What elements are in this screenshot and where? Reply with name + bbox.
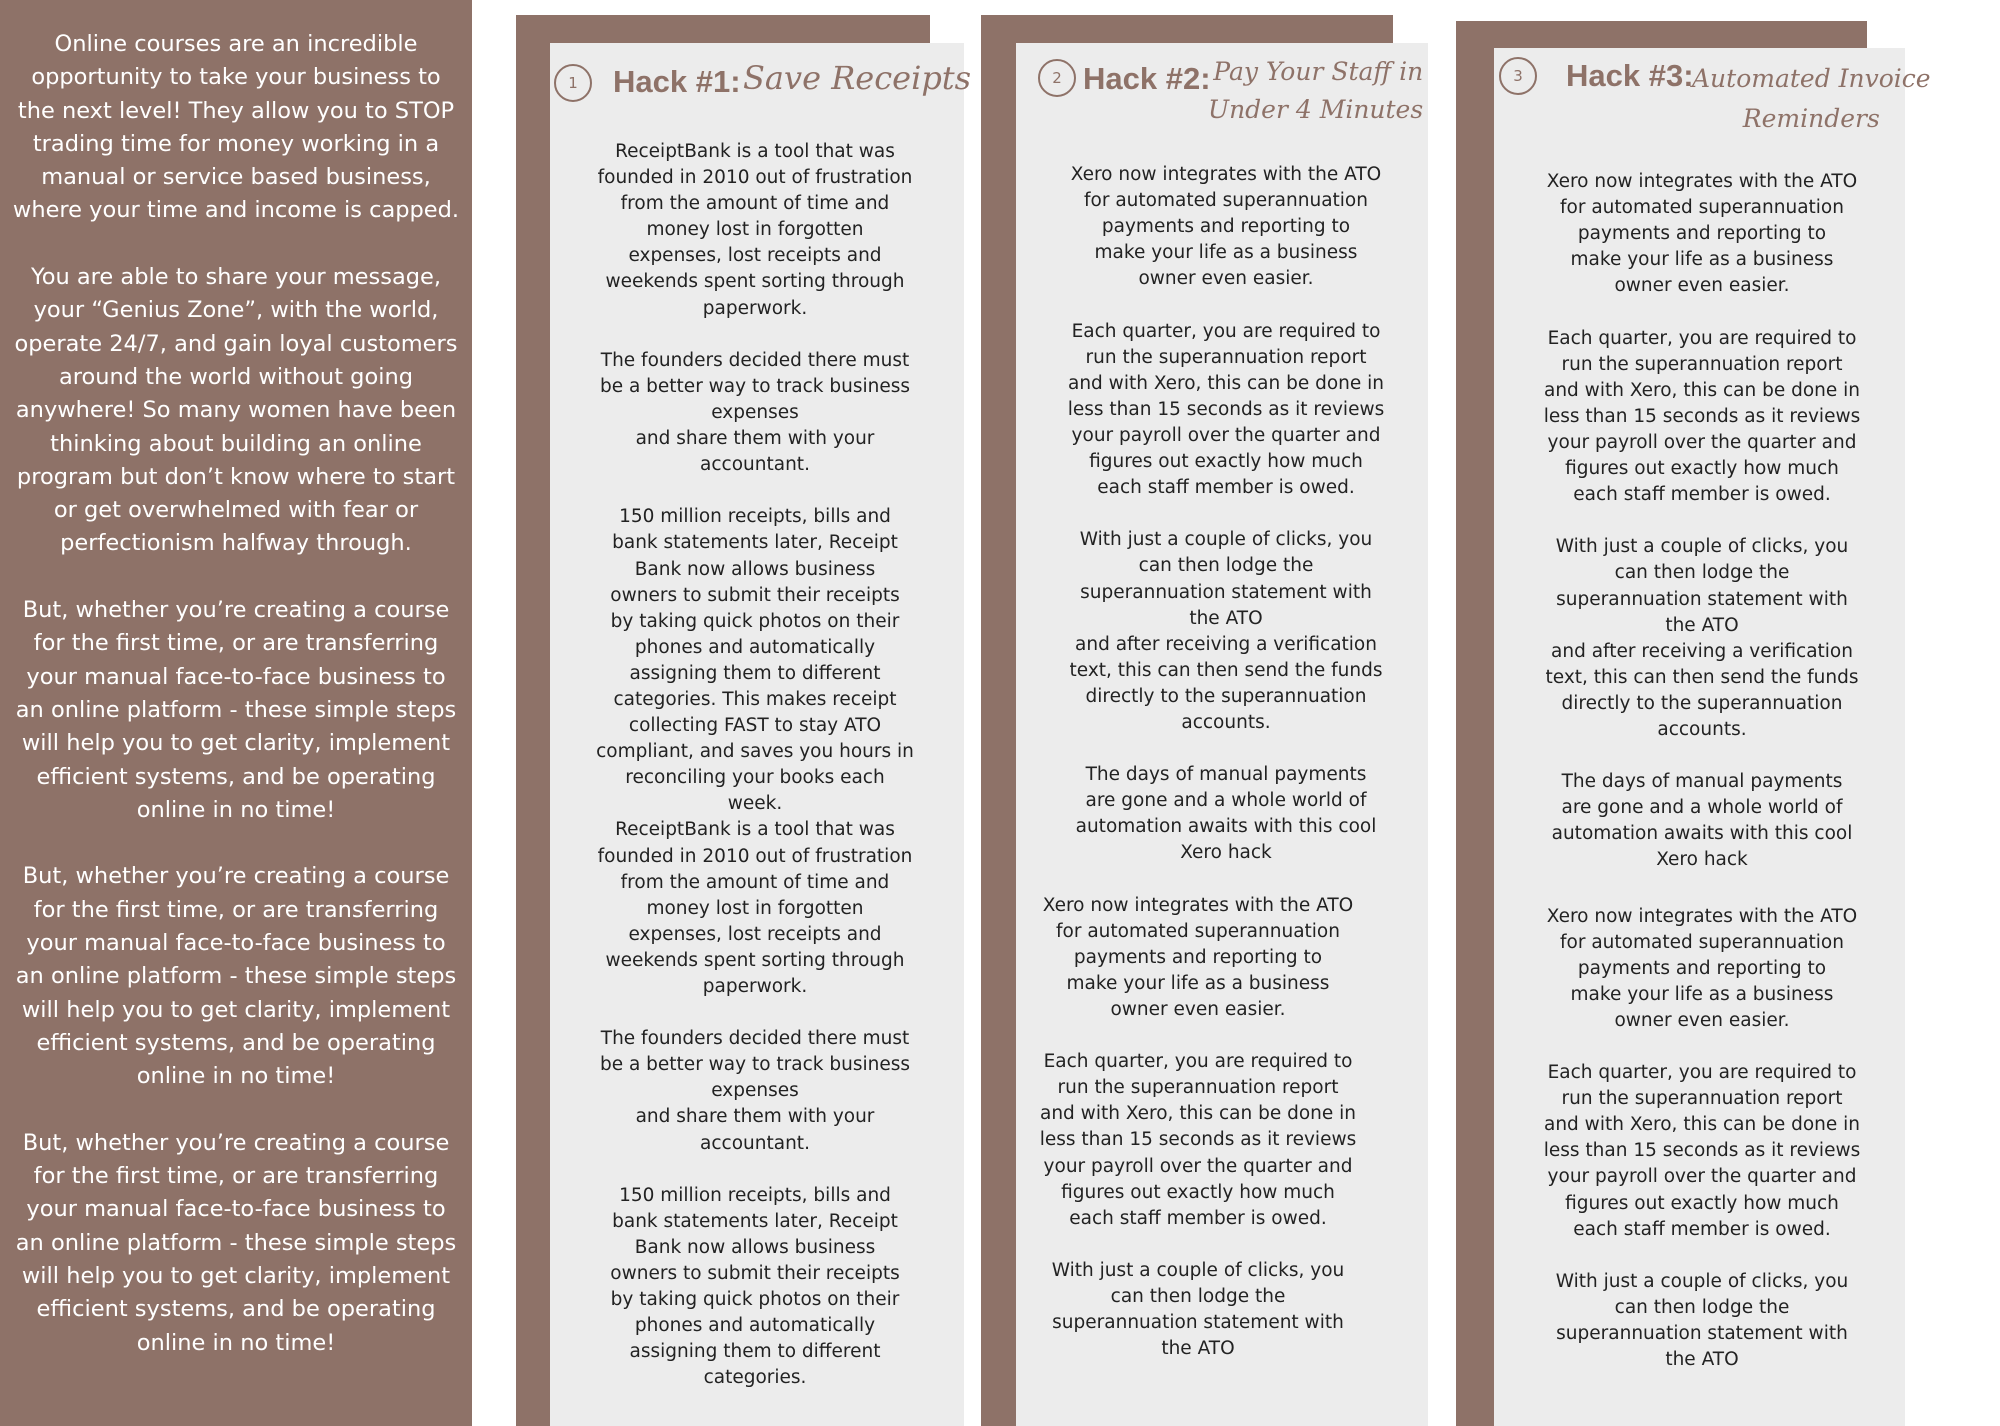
hack-3-paragraph: Xero now integrates with the ATO for automated superannuation payments and reporting to make your life as a business owner even easier. (1546, 171, 1858, 297)
hack-1-paragraph: The founders decided there must be a better way to track business expenses and share them with your accountant. (599, 349, 911, 476)
hack-3-number-badge: 3 (1499, 57, 1537, 95)
hack-1-paragraph: 150 million receipts, bills and bank statements later, Receipt Bank now allows business owners to submit their receipts by taking quick photos on their phones and automatically assigning them to different categories. This makes receipt collecting FAST to stay ATO compliant, and saves you hours in reconciling your books each week. (596, 506, 914, 815)
hack-3-body (1532, 169, 1872, 1399)
hack-3-label: Hack #3: (1566, 58, 1694, 93)
hack-2-paragraph: Each quarter, you are required to run the superannuation report and with Xero, this can be done in less than 15 seconds as it reviews your payroll over the quarter and figures out exactly how much each staff member is owed. (1039, 1051, 1357, 1229)
hack-3-paragraph: With just a couple of clicks, you can then lodge the superannuation statement with the ATO (1555, 1270, 1849, 1371)
hack-3-subtitle (1692, 59, 1931, 139)
hack-2-body (1039, 162, 1396, 1388)
hack-1-paragraph: 150 million receipts, bills and bank statements later, Receipt Bank now allows business owners to submit their receipts by taking quick photos on their phones and automatically assigning them to different categories. (610, 1184, 900, 1389)
hack-2-paragraph: Xero now integrates with the ATO for automated superannuation payments and reporting to make your life as a business owner even easier. (1042, 894, 1354, 1020)
hack-2-paragraph: Xero now integrates with the ATO for automated superannuation payments and reporting to make your life as a business owner even easier. (1070, 164, 1382, 290)
hack-2-subtitle (1208, 53, 1423, 129)
intro-paragraph: Online courses are an incredible opportunity to take your business to the next level! They allow you to STOP trading time for money working in a manual or service based business, where your time and income is capped. (12, 31, 460, 224)
hack-3-paragraph: Each quarter, you are required to run the superannuation report and with Xero, this can be done in less than 15 seconds as it reviews your payroll over the quarter and figures out exactly how much each staff member is owed. (1543, 327, 1861, 506)
hack-2-paragraph: Each quarter, you are required to run the superannuation report and with Xero, this can be done in less than 15 seconds as it reviews your payroll over the quarter and figures out exactly how much each staff member is owed. (1067, 320, 1385, 499)
hack-2-subtitle-line: Pay Your Staff in (1213, 57, 1424, 86)
hack-3-paragraph: The days of manual payments are gone and a whole world of automation awaits with this cool Xero hack (1551, 771, 1853, 871)
intro-paragraph: But, whether you’re creating a course for the first time, or are transferring your manual face-to-face business to an online platform - these simple steps will help you to get clarity, implement efficient systems, and be operating online in no time! (15, 863, 457, 1090)
hack-1-paragraph: The founders decided there must be a better way to track business expenses and share them with your accountant. (599, 1028, 911, 1154)
hack-1-paragraph: ReceiptBank is a tool that was founded in 2010 out of frustration from the amount of time and money lost in forgotten expenses, lost receipts and weekends spent sorting through paperwork. (597, 819, 913, 997)
hack-1-paragraph: ReceiptBank is a tool that was founded in 2010 out of frustration from the amount of time and money lost in forgotten expenses, lost receipts and weekends spent sorting through paperwork. (597, 141, 913, 319)
hack-1-subtitle (743, 58, 971, 98)
hack-2-card (1016, 43, 1428, 1426)
hack-1-number-badge: 1 (554, 64, 592, 102)
hack-1-label: Hack #1: (613, 64, 741, 99)
hack-2-paragraph: The days of manual payments are gone and a whole world of automation awaits with this cool Xero hack (1075, 764, 1377, 864)
hack-2-paragraph: With just a couple of clicks, you can then lodge the superannuation statement with the ATO and after receiving a verification text, this can then send the funds directly to the superannuation accounts. (1069, 529, 1383, 733)
hack-3-paragraph: With just a couple of clicks, you can then lodge the superannuation statement with the ATO and after receiving a verification text, this can then send the funds directly to the superannuation accounts. (1545, 536, 1859, 740)
hack-2-subtitle-line: Under 4 Minutes (1208, 95, 1424, 124)
intro-paragraph: But, whether you’re creating a course for the first time, or are transferring your manual face-to-face business to an online platform - these simple steps will help you to get clarity, implement efficient systems, and be operating online in no time! (15, 597, 457, 823)
hack-2-paragraph: With just a couple of clicks, you can then lodge the superannuation statement with the ATO (1051, 1259, 1345, 1360)
intro-panel (0, 0, 472, 1426)
hack-1-body (590, 139, 920, 1418)
intro-text (10, 28, 462, 1393)
hack-3-paragraph: Xero now integrates with the ATO for automated superannuation payments and reporting to make your life as a business owner even easier. (1546, 905, 1858, 1031)
hack-2-number-badge: 2 (1038, 59, 1076, 97)
hack-3-subtitle-line: Reminders (1742, 104, 1880, 133)
hack-2-label: Hack #2: (1083, 61, 1211, 96)
hack-1-card (550, 43, 972, 1426)
hack-3-card (1494, 48, 1931, 1426)
intro-paragraph: You are able to share your message, your “Genius Zone”, with the world, operate 24/7, and gain loyal customers around the world without going anywhere! So many women have been thinking about building an online program but don’t know where to start or get overwhelmed with fear or perfectionism halfway through. (14, 264, 458, 557)
hack-1-subtitle-line: Save Receipts (743, 59, 972, 97)
hack-3-subtitle-line: Automated Invoice (1692, 64, 1931, 93)
hack-3-paragraph: Each quarter, you are required to run the superannuation report and with Xero, this can be done in less than 15 seconds as it reviews your payroll over the quarter and figures out exactly how much each staff member is owed. (1543, 1062, 1861, 1240)
intro-paragraph: But, whether you’re creating a course for the first time, or are transferring your manual face-to-face business to an online platform - these simple steps will help you to get clarity, implement efficient systems, and be operating online in no time! (15, 1129, 457, 1356)
